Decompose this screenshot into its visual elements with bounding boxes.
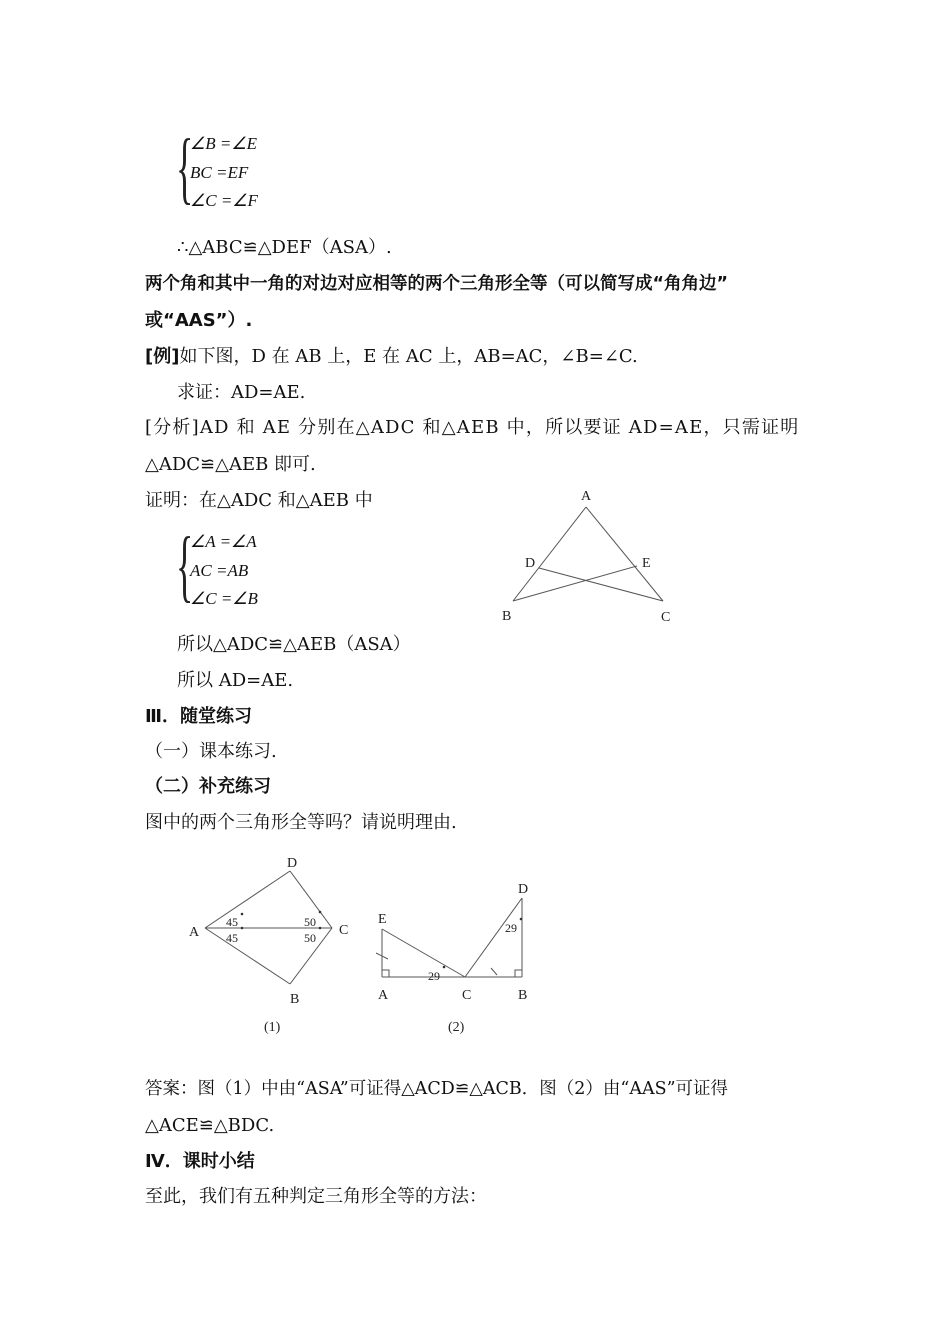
- label-E: E: [642, 556, 651, 571]
- fig1-angle-45-bottom: 45: [226, 931, 238, 945]
- answer-line-1: 答案：图（1）中由“ASA”可证得△ACD≌△ACB．图（2）由“AAS”可证得: [145, 1079, 729, 1099]
- equation-1-3: ∠C =∠F: [190, 191, 258, 210]
- label-C: C: [661, 610, 671, 625]
- example-line: [145, 345, 638, 369]
- equation-2-3: ∠C =∠B: [190, 589, 258, 608]
- section-3-heading: Ⅲ．随堂练习: [145, 706, 253, 727]
- prove-line: 求证：AD=AE.: [177, 382, 306, 403]
- analysis-line-2: △ADC≌△AEB 即可.: [145, 454, 316, 475]
- example-label: [例]: [145, 346, 180, 367]
- fig1-caption: (1): [264, 1020, 281, 1035]
- label-B: B: [502, 609, 512, 624]
- fig2-label-D: D: [518, 882, 529, 897]
- fig1-angle-50-bottom: 50: [304, 931, 316, 945]
- fig2-angle-29-c: 29: [428, 969, 440, 983]
- fig2-angle-29-d: 29: [505, 921, 517, 935]
- fig1-label-B: B: [290, 992, 300, 1007]
- so-line-1: 所以△ADC≌△AEB（ASA）: [177, 634, 411, 655]
- equation-2-2: AC =AB: [190, 561, 249, 580]
- fig1-label-A: A: [189, 925, 200, 940]
- aas-statement-line-1: 两个角和其中一角的对边对应相等的两个三角形全等（可以简写成“角角边”: [145, 274, 729, 294]
- label-A: A: [581, 489, 592, 504]
- fig2-label-A: A: [378, 988, 389, 1003]
- sub-heading-1: （一）课本练习.: [145, 741, 277, 762]
- fig1-angle-45-top: 45: [226, 915, 238, 929]
- equation-1-2: BC =EF: [190, 163, 249, 182]
- proof-intro: 证明：在△ADC 和△AEB 中: [145, 490, 373, 511]
- brace-2: {: [176, 522, 194, 610]
- label-D: D: [525, 556, 536, 571]
- analysis-line-1: [分析]AD 和 AE 分别在△ADC 和△AEB 中，所以要证 AD=AE，只需证明: [145, 417, 800, 438]
- summary-line: 至此，我们有五种判定三角形全等的方法：: [145, 1186, 487, 1207]
- example-text: 如下图，D 在 AB 上，E 在 AC 上，AB=AC，∠B=∠C.: [179, 346, 638, 367]
- sub-heading-2: （二）补充练习: [145, 776, 271, 797]
- fig2-caption: (2): [448, 1020, 465, 1035]
- equation-1-1: ∠B =∠E: [190, 134, 257, 153]
- fig1-angle-50-top: 50: [304, 915, 316, 929]
- section-4-heading: Ⅳ．课时小结: [145, 1151, 255, 1172]
- brace-1: {: [176, 124, 194, 212]
- fig2-label-C: C: [462, 988, 472, 1003]
- fig1-label-C: C: [339, 923, 349, 938]
- so-line-2: 所以 AD=AE.: [177, 670, 294, 691]
- fig2-label-E: E: [378, 912, 387, 927]
- answer-line-2: △ACE≌△BDC.: [145, 1115, 275, 1136]
- aas-statement-line-2: 或“AAS”）.: [145, 310, 253, 331]
- question: 图中的两个三角形全等吗？请说明理由.: [145, 812, 457, 833]
- conclusion-1: ∴△ABC≌△DEF（ASA）.: [177, 237, 392, 258]
- fig1-label-D: D: [287, 856, 298, 871]
- equation-2-1: ∠A =∠A: [190, 532, 257, 551]
- fig2-label-B: B: [518, 988, 528, 1003]
